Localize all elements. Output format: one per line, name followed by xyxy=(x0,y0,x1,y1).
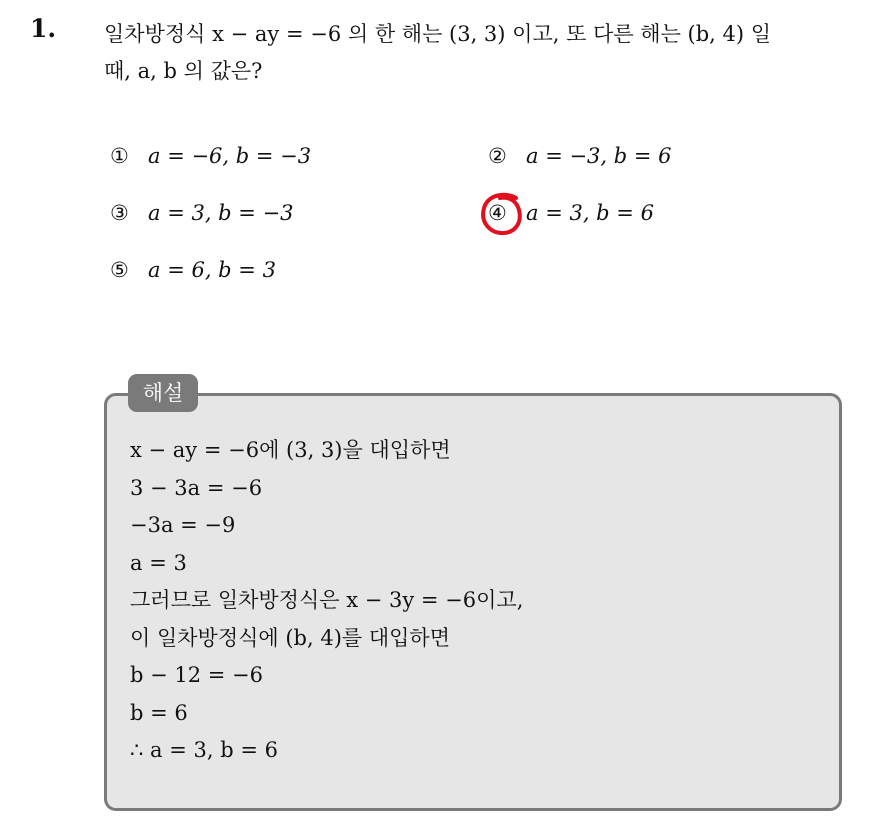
choice-1[interactable] xyxy=(110,144,311,168)
choice-3[interactable] xyxy=(110,201,294,225)
choice-3-text: a = 3, b = −3 xyxy=(148,201,294,225)
choice-3-mark: ③ xyxy=(110,201,129,225)
solution-line-5: 그러므로 일차방정식은 x − 3y = −6이고, xyxy=(130,588,524,612)
question-text-line-1: 일차방정식 x − ay = −6 의 한 해는 (3, 3) 이고, 또 다른 해는 (b, 4) 일 xyxy=(104,22,772,46)
choice-2[interactable] xyxy=(488,144,672,168)
solution-line-6: 이 일차방정식에 (b, 4)를 대입하면 xyxy=(130,625,450,650)
choice-1-text: a = −6, b = −3 xyxy=(148,144,312,168)
question-text-line-2: 때, a, b 의 값은? xyxy=(104,59,263,83)
choice-4-text: a = 3, b = 6 xyxy=(526,201,654,225)
choice-2-mark: ② xyxy=(488,144,507,168)
solution-line-1: x − ay = −6에 (3, 3)을 대입하면 xyxy=(130,438,451,462)
choice-1-mark: ① xyxy=(110,144,129,168)
choice-5-text: a = 6, b = 3 xyxy=(148,258,276,282)
solution-line-2: 3 − 3a = −6 xyxy=(130,475,263,500)
solution-line-3: −3a = −9 xyxy=(130,513,236,537)
choice-2-text: a = −3, b = 6 xyxy=(526,144,672,168)
choice-4[interactable] xyxy=(488,201,654,225)
solution-line-8: b = 6 xyxy=(130,700,188,725)
solution-lines xyxy=(130,432,523,770)
solution-line-4: a = 3 xyxy=(130,550,187,575)
question-text xyxy=(104,16,869,90)
question-number: 1. xyxy=(30,14,57,43)
choice-4-mark: ④ xyxy=(488,201,507,225)
solution-line-7: b − 12 = −6 xyxy=(130,663,264,687)
solution-tag: 해설 xyxy=(128,374,198,412)
choice-5-mark: ⑤ xyxy=(110,258,129,282)
solution-line-9: ∴ a = 3, b = 6 xyxy=(130,738,278,762)
choice-5[interactable] xyxy=(110,258,276,282)
